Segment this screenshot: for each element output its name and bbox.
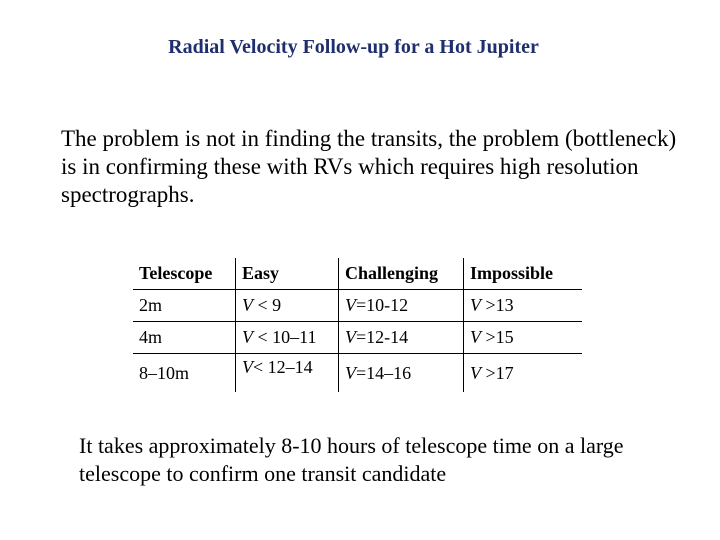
- table-header-row: [133, 258, 582, 290]
- cell-challenging: [339, 322, 464, 354]
- table-row: [133, 354, 582, 393]
- cell-impossible: [464, 290, 583, 322]
- table-row: [133, 290, 582, 322]
- cell-impossible: [464, 322, 583, 354]
- rv-followup-table: [133, 258, 582, 392]
- header-impossible: Impossible: [464, 258, 583, 290]
- cell-telescope: 2m: [133, 290, 236, 322]
- cell-chal-v: V: [345, 327, 356, 347]
- cell-impossible: [464, 354, 583, 393]
- header-telescope: Telescope: [133, 258, 236, 290]
- header-easy: Easy: [236, 258, 339, 290]
- cell-imp-v: V: [470, 363, 481, 383]
- cell-telescope: 8–10m: [139, 363, 190, 383]
- cell-telescope: 4m: [133, 322, 236, 354]
- cell-easy-value: < 12–14: [253, 357, 313, 377]
- cell-easy-value: < 9: [253, 295, 282, 315]
- cell-imp-value: >13: [481, 295, 514, 315]
- cell-imp-v: V: [470, 295, 481, 315]
- header-challenging: Challenging: [339, 258, 464, 290]
- slide-title: Radial Velocity Follow-up for a Hot Jupiter: [168, 36, 539, 58]
- cell-challenging: [339, 290, 464, 322]
- cell-chal-v: V: [345, 363, 356, 383]
- cell-chal-v: V: [345, 295, 356, 315]
- cell-easy-v: V: [242, 295, 253, 315]
- footer-paragraph: It takes approximately 8-10 hours of telescope time on a large telescope to confirm one transit candidate: [79, 433, 624, 486]
- cell-imp-value: >15: [481, 327, 514, 347]
- cell-easy: [236, 354, 339, 393]
- cell-easy-v: V: [242, 357, 253, 377]
- cell-challenging: [339, 354, 464, 393]
- cell-easy: [236, 290, 339, 322]
- cell-easy: [236, 322, 339, 354]
- intro-paragraph: The problem is not in finding the transits, the problem (bottleneck) is in confirming these with RVs which requires high resolution spectrographs.: [61, 126, 677, 207]
- table-row: [133, 322, 582, 354]
- cell-chal-value: =10-12: [356, 295, 409, 315]
- cell-chal-value: =12-14: [356, 327, 409, 347]
- cell-easy-value: < 10–11: [253, 327, 317, 347]
- cell-imp-v: V: [470, 327, 481, 347]
- cell-chal-value: =14–16: [356, 363, 412, 383]
- cell-easy-v: V: [242, 327, 253, 347]
- cell-imp-value: >17: [481, 363, 514, 383]
